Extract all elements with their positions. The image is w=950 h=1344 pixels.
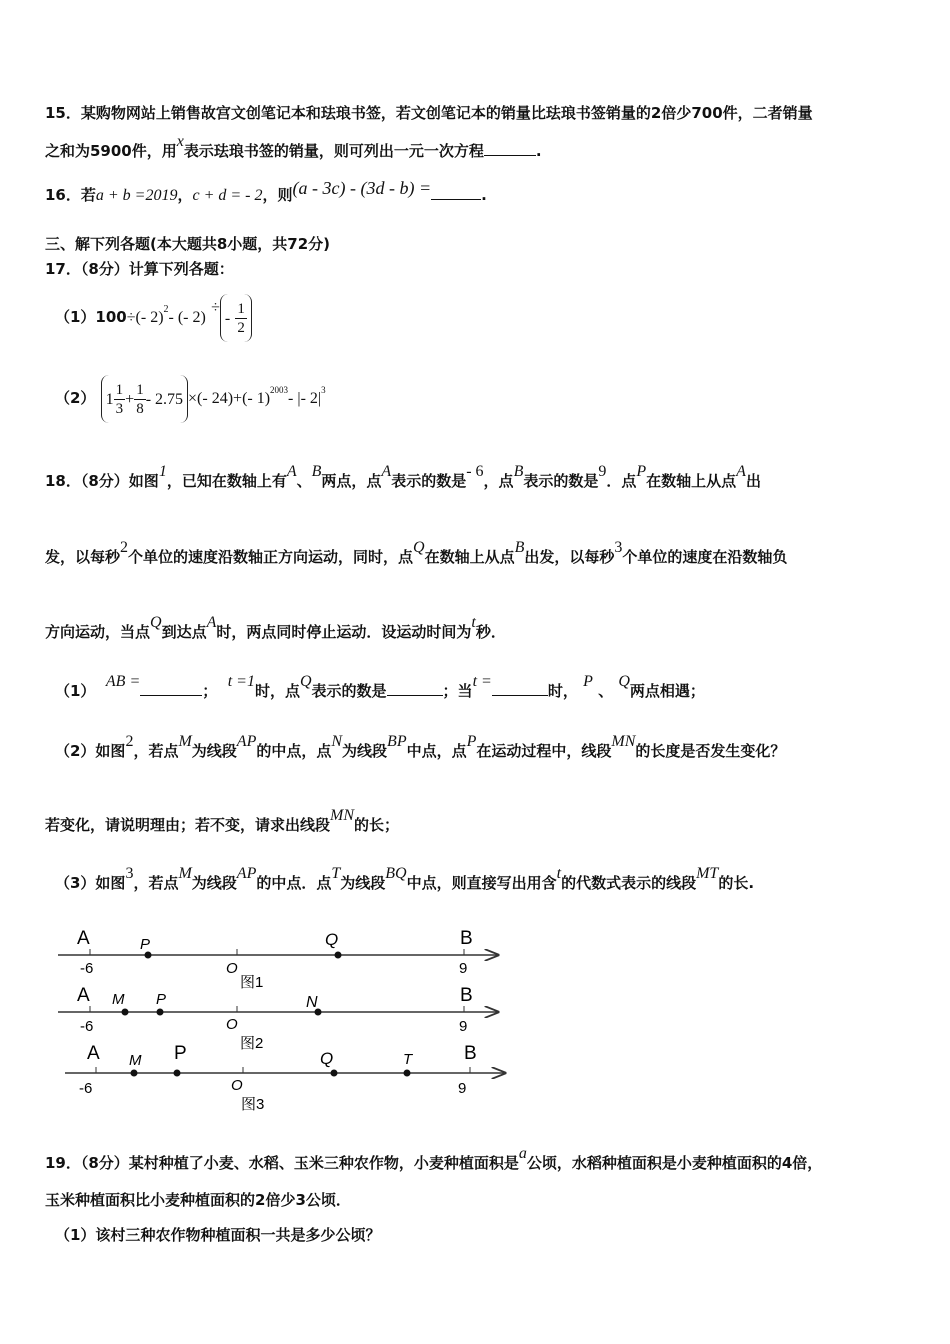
t: 的中点．点 — [256, 874, 332, 892]
t: 表示的数是 — [391, 472, 467, 490]
fraction — [134, 381, 146, 418]
label-a: A — [77, 928, 90, 949]
fraction — [114, 381, 126, 418]
m: MN — [330, 807, 355, 824]
q18-line1 — [45, 463, 761, 491]
q16-expr2: c + d = - 2 — [192, 187, 263, 204]
t: 19．（8分）某村种植了小麦、水稻、玉米三种农作物，小麦种植面积是 — [45, 1154, 519, 1172]
q18-line3 — [45, 614, 506, 642]
figure-1 — [58, 928, 498, 991]
m: t =1 — [227, 673, 255, 690]
tick-origin: O — [226, 1016, 238, 1033]
m: N — [331, 733, 343, 750]
q17-p2-whole: 1 — [105, 390, 114, 408]
m: B — [513, 463, 524, 480]
t: 出 — [745, 472, 761, 490]
t: 两点，点 — [321, 472, 382, 490]
q15-line2 — [45, 133, 542, 161]
q19-line1 — [45, 1145, 823, 1173]
label-q: Q — [320, 1049, 334, 1068]
m: t = — [472, 673, 492, 690]
t: ，点 — [483, 472, 514, 490]
m: A — [286, 463, 297, 480]
q17-p1-div: ÷ — [211, 299, 220, 316]
answer-blank[interactable] — [492, 681, 548, 696]
caption-fig2: 图2 — [240, 1035, 264, 1052]
t: 时，两点同时停止运动．设运动时间为 — [216, 623, 472, 641]
label-a: A — [77, 985, 90, 1006]
point-q — [331, 1070, 338, 1077]
q16-expr3: (a - 3c) - (3d - b) = — [292, 178, 432, 198]
q18-part2 — [55, 733, 786, 761]
m: Q — [150, 614, 162, 631]
t: 的中点，点 — [256, 742, 332, 760]
q17-part2 — [55, 372, 326, 424]
t: 表示的数是 — [311, 682, 387, 700]
t: 为线段 — [191, 742, 237, 760]
q16-expr1: a + b =2019 — [95, 187, 178, 204]
point-m — [122, 1009, 129, 1016]
tick-origin: O — [231, 1077, 243, 1094]
m: P — [636, 463, 647, 480]
t: 的长. — [718, 874, 755, 892]
t: ，已知在数轴上有 — [166, 472, 287, 490]
answer-blank[interactable] — [431, 185, 481, 200]
tick-9: 9 — [459, 1018, 468, 1035]
t: 18．（8分）如图 — [45, 472, 159, 490]
tick-9: 9 — [459, 960, 468, 977]
t: 时， — [547, 682, 578, 700]
m: 2 — [120, 539, 129, 556]
t: 中点，点 — [406, 742, 467, 760]
q16-sep1: ， — [177, 186, 193, 204]
label-p: P — [174, 1043, 187, 1064]
label-q: Q — [325, 930, 339, 949]
m: T — [331, 865, 341, 882]
t: 的长； — [354, 816, 400, 834]
label-m: M — [112, 991, 125, 1008]
label-p: P — [140, 936, 151, 953]
q17-p1-minus: - — [224, 309, 231, 327]
figure-2 — [58, 985, 498, 1052]
q17-p2-paren — [101, 375, 188, 423]
m: BP — [387, 733, 407, 750]
m: - 6 — [466, 463, 484, 480]
denominator: 8 — [136, 400, 144, 417]
point-t — [404, 1070, 411, 1077]
label-a: A — [87, 1043, 100, 1064]
numerator: 1 — [115, 381, 124, 398]
m: a — [518, 1145, 527, 1162]
t: ，若点 — [133, 874, 179, 892]
t: 公顷，水稻种植面积是小麦种植面积的4倍， — [526, 1154, 823, 1172]
answer-blank[interactable] — [140, 681, 202, 696]
m: 3 — [125, 865, 134, 882]
m: AP — [236, 733, 257, 750]
q17-p2-label: （2） — [55, 389, 96, 407]
m: B — [311, 463, 322, 480]
q17-p1-expr: ÷(- 2) — [126, 309, 164, 326]
tick-neg6: -6 — [80, 1018, 94, 1035]
m: M — [178, 733, 192, 750]
q18-part1 — [55, 673, 705, 701]
t: 两点相遇； — [629, 682, 705, 700]
t: 方向运动，当点 — [45, 623, 151, 641]
q18-part2-line2 — [45, 807, 400, 835]
m: t — [556, 865, 562, 882]
m: Q — [413, 539, 425, 556]
t: 时，点 — [254, 682, 300, 700]
t: ； — [202, 682, 218, 700]
t: 为线段 — [342, 742, 388, 760]
t: 个单位的速度在沿数轴负 — [622, 548, 788, 566]
m: Q — [299, 673, 312, 690]
q16-sep2: ，则 — [262, 186, 293, 204]
t: （2）如图 — [55, 742, 126, 760]
q17-p1-exp: 2 — [163, 304, 169, 315]
fraction — [235, 300, 247, 337]
t: 个单位的速度沿数轴正方向运动，同时，点 — [128, 548, 414, 566]
q17-p2-tail: - |- 2| — [288, 390, 322, 407]
t: 若变化，请说明理由；若不变，请求出线段 — [45, 816, 331, 834]
t: 表示的数是 — [523, 472, 599, 490]
denominator: 3 — [115, 400, 124, 417]
t: ．点 — [606, 472, 637, 490]
q16-prefix: 16．若 — [45, 186, 96, 204]
point-p — [174, 1070, 181, 1077]
q17-title: 17．（8分）计算下列各题： — [45, 260, 234, 278]
label-b: B — [460, 928, 473, 949]
t: 在数轴上从点 — [646, 472, 737, 490]
m: t — [471, 614, 476, 631]
number-line-figures — [0, 915, 950, 1120]
q17-p2-plus: + — [125, 390, 135, 408]
m: AP — [236, 865, 257, 882]
q17-p2-mid: ×(- 24)+(- 1) — [188, 390, 271, 407]
m: 1 — [158, 463, 167, 480]
tick-neg6: -6 — [79, 1080, 93, 1097]
t: 、 — [296, 472, 312, 490]
q16-end: . — [481, 186, 487, 204]
t: 发，以每秒 — [45, 548, 121, 566]
label-n: N — [306, 994, 318, 1011]
t: （3）如图 — [55, 874, 126, 892]
q17-p2-rest: - 2.75 — [145, 390, 184, 408]
t: 出发，以每秒 — [524, 548, 615, 566]
tick-9: 9 — [458, 1080, 467, 1097]
m: B — [514, 539, 525, 556]
m: BQ — [385, 865, 407, 882]
m: P — [466, 733, 477, 750]
answer-blank[interactable] — [387, 681, 443, 696]
t: ；当 — [442, 682, 473, 700]
caption-fig3: 图3 — [241, 1096, 265, 1113]
m: 9 — [598, 463, 607, 480]
q18-part3 — [55, 865, 755, 893]
caption-fig1: 图1 — [240, 974, 264, 991]
figure-3 — [65, 1043, 505, 1113]
q18-line2 — [45, 539, 788, 567]
m: M — [178, 865, 192, 882]
m: AB = — [105, 673, 141, 690]
m: P — [583, 673, 593, 690]
tick-origin: O — [226, 960, 238, 977]
q17-part1 — [55, 292, 252, 342]
t: 的长度是否发生变化？ — [635, 742, 786, 760]
t: ，若点 — [133, 742, 179, 760]
point-m — [131, 1070, 138, 1077]
section-heading: 三、解下列各题(本大题共8小题，共72分) — [45, 235, 331, 253]
numerator: 1 — [136, 381, 144, 398]
m: 3 — [614, 539, 623, 556]
answer-blank[interactable] — [484, 141, 536, 156]
q15-text-a: 之和为5900件，用 — [45, 142, 177, 160]
point-q — [335, 952, 342, 959]
t: 到达点 — [161, 623, 207, 641]
t: 中点，则直接写出用含 — [406, 874, 557, 892]
q17-p2-exp1: 2003 — [270, 385, 289, 395]
m: A — [736, 463, 746, 480]
point-p — [157, 1009, 164, 1016]
q17-p1-label: （1）100 — [55, 308, 127, 326]
m: A — [381, 463, 392, 480]
m: MT — [696, 865, 719, 882]
q15-text-b: 表示珐琅书签的销量，则可列出一元一次方程 — [183, 142, 484, 160]
q17-p2-exp2: 3 — [321, 385, 326, 395]
tick-neg6: -6 — [80, 960, 94, 977]
label-p: P — [156, 991, 167, 1008]
q19-line2: 玉米种植面积比小麦种植面积的2倍少3公顷． — [45, 1191, 351, 1209]
t: 的代数式表示的线段 — [561, 874, 697, 892]
m: A — [206, 614, 217, 631]
t: 在数轴上从点 — [424, 548, 515, 566]
q16-line — [45, 178, 487, 205]
t: （1） — [55, 682, 96, 700]
q17-p1-expr2: - (- 2) — [168, 309, 206, 326]
q19-part1: （1）该村三种农作物种植面积一共是多少公顷？ — [55, 1226, 381, 1244]
label-b: B — [460, 985, 473, 1006]
q15-line1: 15．某购物网站上销售故宫文创笔记本和珐琅书签，若文创笔记本的销量比珐琅书签销量的2倍少700件，二者销量 — [45, 104, 813, 122]
numerator: 1 — [237, 300, 245, 317]
t: 在运动过程中，线段 — [476, 742, 612, 760]
label-t: T — [403, 1051, 413, 1068]
m: Q — [618, 673, 630, 690]
q17-p1-paren — [220, 294, 252, 342]
label-m: M — [129, 1052, 142, 1069]
m: 2 — [125, 733, 134, 750]
label-b: B — [464, 1043, 477, 1064]
t: 为线段 — [340, 874, 386, 892]
t: 为线段 — [191, 874, 237, 892]
var-x: x — [176, 133, 184, 150]
t: 、 — [598, 682, 614, 700]
m: MN — [611, 733, 636, 750]
t: 秒． — [475, 623, 506, 641]
q15-end: . — [535, 142, 542, 160]
denominator: 2 — [237, 319, 245, 336]
